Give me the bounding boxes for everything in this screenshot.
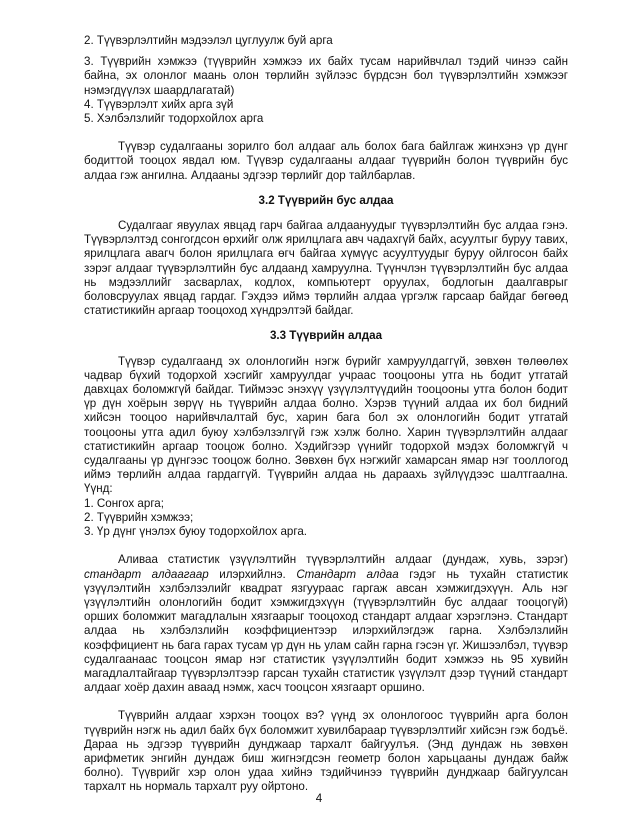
page-number: 4 <box>315 792 323 805</box>
list-item: 3. Үр дүнг үнэлэх буюу тодорхойлох арга. <box>84 525 308 539</box>
paragraph-intro: Түүвэр судалгааны зорилго бол алдааг аль болох бага байлгаж жинхэнэ үр дүнг бодиттой тооцох явдал юм. Түүвэр судалгааны алдааг түүврийн болон түүврийн бус алдаа гэж ангилна. Алдааны эдгээр төрлийг дор тайлбарлав. <box>84 140 568 182</box>
list-item: 2. Түүврийн хэмжээ; <box>84 510 194 524</box>
term-standard-error: Стандарт алдаа <box>296 567 399 581</box>
list-item: 1. Сонгох арга; <box>84 496 164 510</box>
document-page <box>84 34 568 795</box>
paragraph-nonsampling-error: Судалгааг явуулах явцад гарч байгаа алдаануудыг түүвэрлэлтийн бус алдаа гэнэ. Түүвэрлэлтэд сонгогдсон өрхийг олж ярилцлага авч чадахгүй байх, асуултыг буруу тавих, ярилцлага авагч болон ярилцлага өгч байгаа хүмүүс асуултуудыг буруу ойлгосон байх зэрэг алдааг түүвэрлэлтийн бус алдаанд хамруулна. Түүнчлэн түүвэрлэлтийн бус алдаа нь мэдээллийг засварлах, кодлох, компьютерт оруулах, бодлогын даалгаврыг боловсруулах явцад гардаг. Гэхдээ иймэ төрлийн алдаа үргэлж гарсаар байдаг бөгөөд статистикийн аргаар тооцоход хүндрэлтэй байдаг. <box>84 219 568 318</box>
paragraph-sampling-error: Түүвэр судалгаанд эх олонлогийн нэгж бүрийг хамруулдаггүй, зөвхөн төлөөлөх чадвар бүхий тодорхой хэсгийг хамруулдаг учраас тооцооны утга нь бодит утгатай давхцах боломжгүй байдаг. Тиймээс энэхүү үзүүлэлтүүдийн тооцооны утга болон бодит үр дүн хоёрын зөрүү нь түүврийн алдаа болно. Хэрэв түүний алдаа их бол бидний хийсэн тооцоо нарийвчлалтай бус, харин бага бол эх олонлогийн бодит утгатай тооцооны утга адил буюу хэлбэлзэлгүй гэж хэлж болно. Харин түүвэрлэлтийн алдааг статистикийн аргаар тооцож болно. Хэдийгээр үүнийг тодорхой мэдэх боломжгүй ч судалгааны үр дүнгээс тооцож болно. Зөвхөн бүх нэгжийг хамарсан ямар нэг тооллогод иймэ төрлийн алдаа гардаггүй. Түүврийн алдаа нь дараахь зүйлүүдээс шалтгаална. Үүнд: <box>84 354 568 496</box>
text-run: илэрхийлнэ. <box>208 567 297 581</box>
section-heading-3-3: 3.3 Түүврийн алдаа <box>269 329 383 343</box>
section-heading-3-2: 3.2 Түүврийн бус алдаа <box>258 193 394 207</box>
paragraph-sampling-distribution: Түүврийн алдааг хэрхэн тооцох вэ? үүнд эх олонлогоос түүврийн арга болон түүврийн нэгж нь адил байх бүх боломжит хувилбараар түүвэрлэлтийг хийсэн гэж бодъё. Дараа нь эдгээр түүврийн дунджаар тархалт байгуулъя. (Энд дундаж нь зөвхөн арифметик энгийн дундаж биш жигнэгдсэн геометр болон харьцааны дундаж байж болно). Түүврийг хэр олон удаа хийнэ тэдийчинээ түүврийн дунджаар байгуулсан тархалт нь нормаль тархалт руу ойртоно. <box>84 709 568 794</box>
list-item: 4. Түүвэрлэлт хийх арга зүй <box>84 97 234 111</box>
paragraph-standard-error <box>84 553 568 695</box>
term-standard-error-instrumental: стандарт алдаагаар <box>84 567 209 581</box>
list-item: 3. Түүврийн хэмжээ (түүврийн хэмжээ их байх тусам нарийвчлал тэдий чинээ сайн байна, эх олонлог маань олон төрлийн зүйлээс бүрдсэн бол түүвэрлэлтийн хэмжээг нэмэгдүүлэх шаардлагатай) <box>84 55 568 97</box>
text-run: гэдэг нь тухайн статистик үзүүлэлтийн хэлбэлзэлийг квадрат язгуураас гаргаж авсан хэмжигдэхүүн. Аль нэг үзүүлэлтийн олонлогийн бодит хэмжигдэхүүн (түүвэрлэлтийн бус алдааг тооцогүй) орших боломжит магадлалын хязгаарыг тооцоход стандарт алдааг хэрэглэнэ. Стандарт алдаа нь хэлбэлзлийн коэффициентээр илэрхийлэгдэж гарна. Хэлбэлзлийн коэффициент нь бага гарах тусам үр дүн нь улам сайн гарна гэсэн үг. Жишээлбэл, түүвэр судалгаанаас тооцсон ямар нэг статистик үзүүлэлтийн бодит хэмжээ нь 95 хувийн магадлалтайгаар түүвэрлэлтээр гарсан тухайн статистик үзүүлэлт дээр түүний стандарт алдааг хоёр дахин аваад нэмж, хасч тооцсон хязгаарт оршино. <box>84 567 568 695</box>
list-item: 2. Түүвэрлэлтийн мэдээлэл цуглуулж буй арга <box>84 34 333 47</box>
list-item: 5. Хэлбэлзлийг тодорхойлох арга <box>84 112 264 126</box>
text-run: Аливаа статистик үзүүлэлтийн түүвэрлэлтийн алдааг (дундаж, хувь, зэрэг) <box>118 553 568 567</box>
